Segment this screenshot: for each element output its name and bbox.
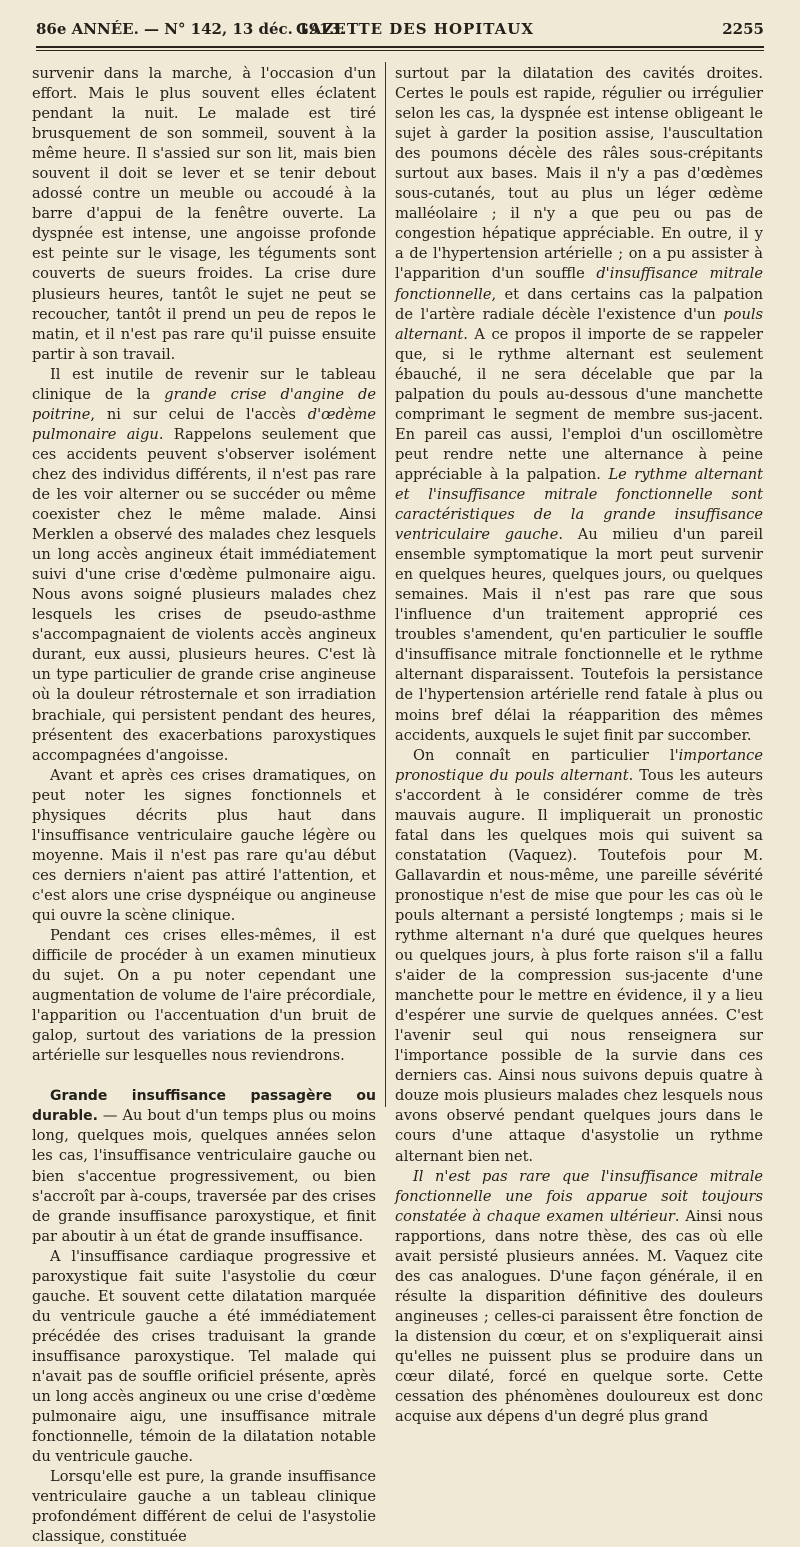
- text-run: On connaît en particulier l': [413, 746, 679, 764]
- italic-run: d'œdème pulmonaire aigu: [32, 405, 376, 443]
- italic-run: grande crise d'angine de poitrine: [32, 385, 377, 423]
- right-column: [395, 64, 763, 1426]
- issue-info: 86e ANNÉE. — N° 142, 13 déc. 1913.: [36, 20, 346, 38]
- paragraph: [32, 1086, 376, 1246]
- italic-run: Le rythme alternant et l'insuffisance mitrale fonctionnelle sont caractéristiques de la grande insuffisance ventriculaire gauche: [395, 465, 763, 544]
- page-number: 2255: [722, 20, 764, 38]
- paragraph: Lorsqu'elle est pure, la grande insuffisance ventriculaire gauche a un tableau clinique profondément différent de celui de l'asystolie classique, constituée: [32, 1468, 376, 1546]
- text-run: , ni sur celui de l'accès: [90, 405, 308, 423]
- paragraph: survenir dans la marche, à l'occasion d'un effort. Mais le plus souvent elles éclatent pendant la nuit. Le malade est tiré brusquement de son sommeil, souvent à la même heure. Il s'assied sur son lit, mais bien souvent il doit se lever et se tenir debout adossé contre un meuble ou accoudé à la barre d'appui de la fenêtre ouverte. La dyspnée est intense, une angoisse profonde est peinte sur le visage, les téguments sont couverts de sueurs froides. La crise dure plusieurs heures, tantôt le sujet ne peut se recoucher, tantôt il prend un peu de repos le matin, et il n'est pas rare qu'il puisse ensuite partir à son travail.: [32, 65, 376, 363]
- text-run: . A ce propos il importe de se rappeler que, si le rythme alternant est seulement ébauché, il ne sera décelable que par la palpation du pouls au-dessous d'une manchette comprimant le segment de membre sus-jacent. En pareil cas aussi, l'emploi d'un oscillomètre peut rendre nette une alternance à peine appréciable à la palpation.: [395, 325, 763, 483]
- text-run: , et dans certains cas la palpation de l'artère radiale décèle l'existence d'un: [395, 285, 763, 323]
- paragraph: A l'insuffisance cardiaque progressive et paroxystique fait suite l'asystolie du cœur gauche. Et souvent cette dilatation marquée du ventricule gauche a été immédiatement précédée des crises traduisant la grande insuffisance paroxystique. Tel malade qui n'avait pas de souffle orificiel présente, après un long accès angineux ou une crise d'œdème pulmonaire aigu, une insuffisance mitrale fonctionnelle, témoin de la dilatation notable du ventricule gauche.: [32, 1247, 376, 1466]
- header-rule-thick: [36, 46, 764, 48]
- header-rule-thin: [36, 50, 764, 51]
- text-run: . Ainsi nous rapportions, dans notre thèse, des cas où elle avait persisté plusieurs années. M. Vaquez cite des cas analogues. D'une façon générale, il en résulte la disparition définitive des douleurs angineuses ; celles-ci paraissent être fonction de la distension du cœur, et on s'expliquerait ainsi qu'elles ne puissent plus se produire dans un cœur dilaté, forcé en quelque sorte. Cette cessation des phénomènes douloureux est donc acquise aux dépens d'un degré plus grand: [395, 1207, 763, 1426]
- paragraph: [395, 64, 763, 746]
- italic-run: pouls alternant: [395, 305, 763, 343]
- italic-run: Il n'est pas rare que l'insuffisance mitrale fonctionnelle une fois apparue soit toujours constatée à chaque examen ultérieur: [395, 1167, 763, 1225]
- section-heading: Grande insuffisance passagère ou durable.: [32, 1088, 376, 1125]
- paragraph: [32, 365, 376, 766]
- paragraph: [395, 746, 763, 1167]
- text-run: . Rappelons seulement que ces accidents peuvent s'observer isolément chez des individus différents, il n'est pas rare de les voir alterner ou se succéder ou même coexister chez le même malade. Ainsi Merklen a observé des malades chez lesquels un long accès angineux était immédiatement suivi d'une crise d'œdème pulmonaire aigu. Nous avons soigné plusieurs malades chez lesquels les crises de pseudo-asthme s'accompagnaient de violents accès angineux durant, eux aussi, plusieurs heures. C'est là un type particulier de grande crise angineuse où la douleur rétrosternale et son irradiation brachiale, qui persistent pendant des heures, présentent des exacerbations paroxystiques accompagnées d'angoisse.: [32, 425, 376, 764]
- text-run: — Au bout d'un temps plus ou moins long, quelques mois, quelques années selon les cas, l'insuffisance ventriculaire gauche ou bien s'accentue progressivement, ou bien s'accroît par à-coups, traversée par des crises de grande insuffisance paroxystique, et finit par aboutir à un état de grande insuffisance.: [32, 1107, 376, 1245]
- paragraph: Pendant ces crises elles-mêmes, il est difficile de procéder à un examen minutieux du sujet. On a pu noter cependant une augmentation de volume de l'aire précordiale, l'apparition ou l'accentuation d'un bruit de galop, surtout des variations de la pression artérielle sur lesquelles nous reviendrons.: [32, 927, 376, 1065]
- column-divider: [385, 62, 386, 1107]
- italic-run: importance pronostique du pouls alternant: [395, 746, 763, 784]
- italic-run: d'insuffisance mitrale fonctionnelle: [395, 265, 763, 303]
- text-run: . Tous les auteurs s'accordent à le considérer comme de très mauvais augure. Il impliquerait un pronostic fatal dans les quelques mois qui suivent sa constatation (Vaquez). Toutefois pour M. Gallavardin et nous-même, une pareille sévérité pronostique n'est de mise que pour les cas où le pouls alternant a persisté longtemps ; mais si le rythme alternant n'a duré que quelques heures ou quelques jours, à plus forte raison s'il a fallu s'aider de la compression sus-jacente d'une manchette pour le mettre en évidence, il y a lieu d'espérer une survie de quelques années. C'est l'avenir seul qui nous renseignera sur l'importance possible de la survie dans ces derniers cas. Ainsi nous suivons depuis quatre à douze mois plusieurs malades chez lesquels nous avons observé pendant quelques jours dans le cours d'une attaque d'asystolie un rythme alternant bien net.: [395, 766, 763, 1165]
- page-header: [36, 14, 764, 54]
- text-run: . Au milieu d'un pareil ensemble symptomatique la mort peut survenir en quelques heures, quelques jours, ou quelques semaines. Mais il n'est pas rare que sous l'influence d'un traitement approprié ces troubles s'amendent, qu'en particulier le souffle d'insuffisance mitrale fonctionnelle et le rythme alternant disparaissent. Toutefois la persistance de l'hypertension artérielle rend fatale à plus ou moins bref délai la réapparition des mêmes accidents, auxquels le sujet finit par succomber.: [395, 526, 763, 744]
- text-run: Il est inutile de revenir sur le tableau clinique de la: [32, 365, 376, 403]
- paragraph: [395, 1167, 763, 1428]
- paragraph: Avant et après ces crises dramatiques, on peut noter les signes fonctionnels et physiques décrits plus haut dans l'insuffisance ventriculaire gauche légère ou moyenne. Mais il n'est pas rare qu'au début ces derniers n'aient pas attiré l'attention, et c'est alors une crise dyspnéique ou angineuse qui ouvre la scène clinique.: [32, 766, 376, 924]
- journal-title: GAZETTE DES HOPITAUX: [296, 20, 535, 38]
- text-run: surtout par la dilatation des cavités droites. Certes le pouls est rapide, régulier ou irrégulier selon les cas, la dyspnée est intense obligeant le sujet à garder la position assise, l'auscultation des poumons décèle des râles sous-crépitants surtout aux bases. Mais il n'y a pas d'œdèmes sous-cutanés, tout au plus un léger œdème malléolaire ; il n'y a que peu ou pas de congestion hépatique appréciable. En outre, il y a de l'hypertension artérielle ; on a pu assister à l'apparition d'un souffle: [395, 65, 763, 283]
- left-column: [32, 64, 377, 1546]
